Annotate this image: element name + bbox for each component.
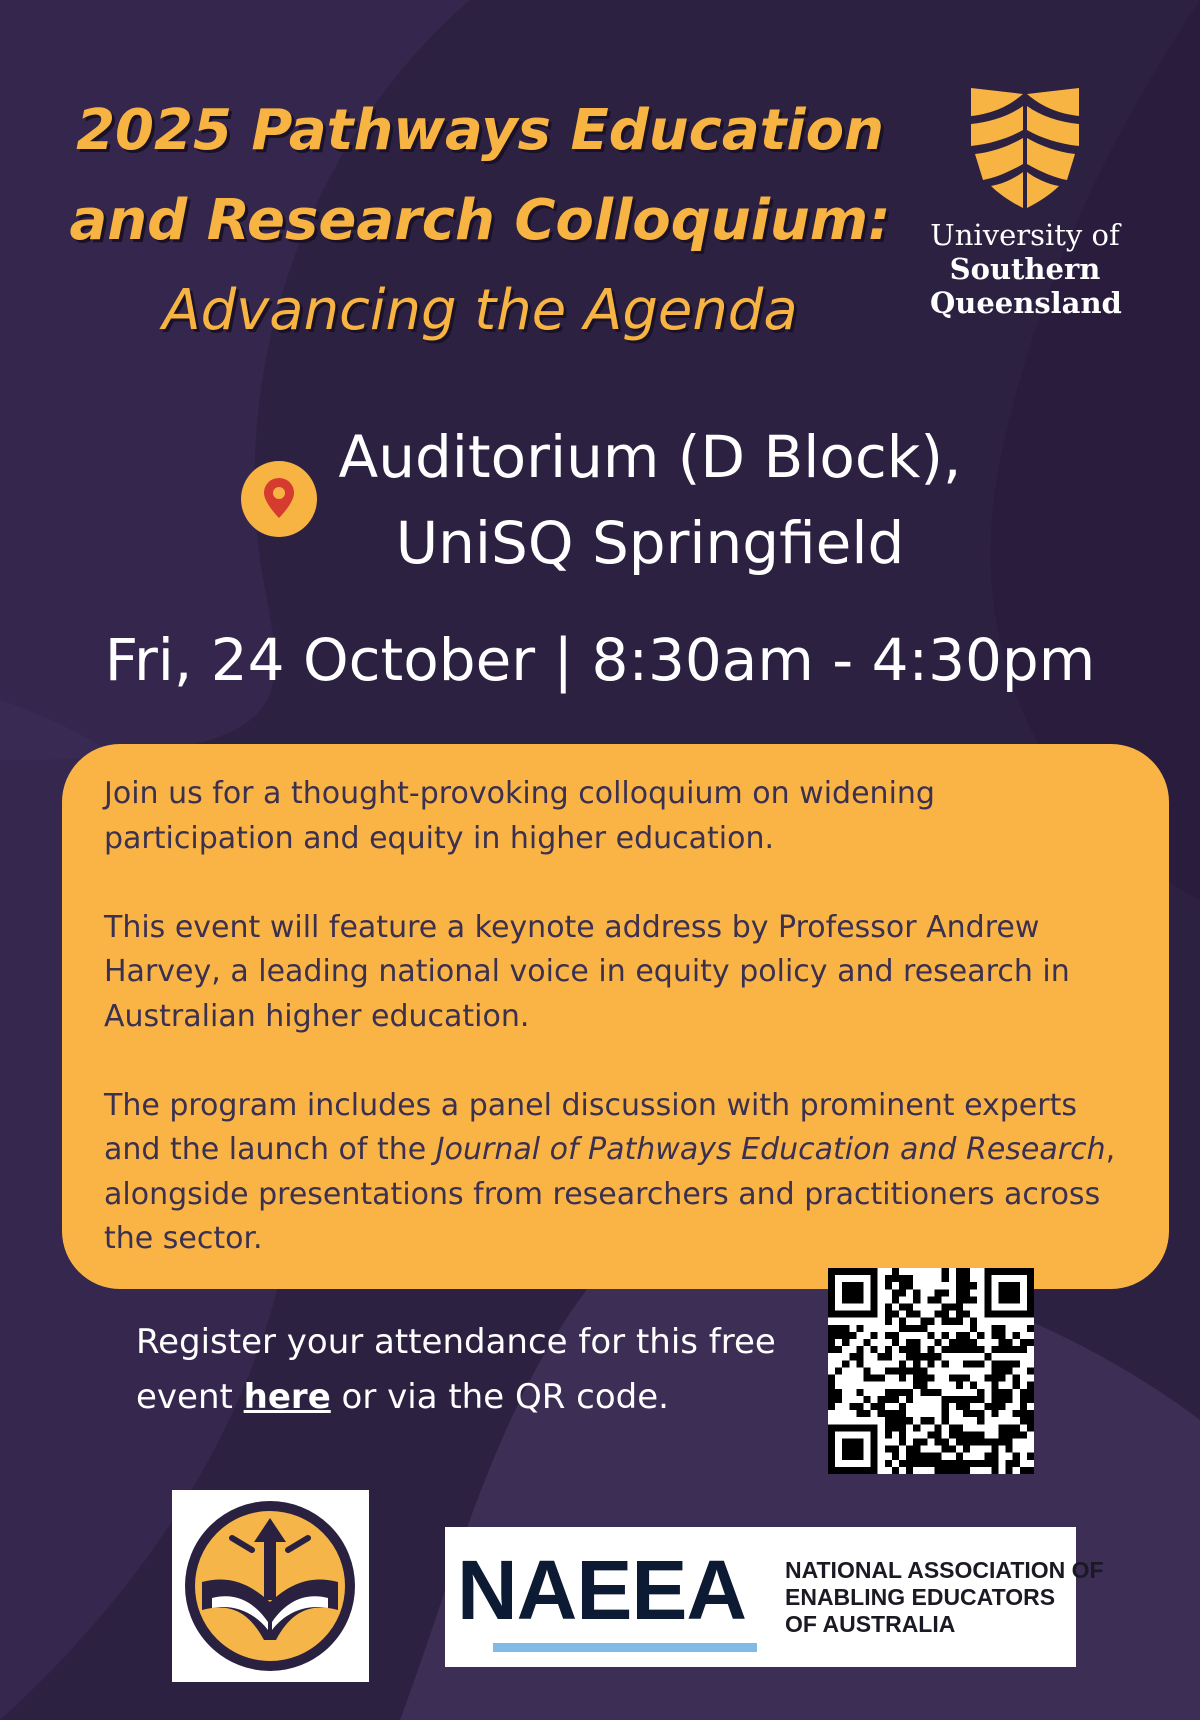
event-title — [50, 86, 910, 356]
university-name — [930, 218, 1120, 320]
journal-title: Journal of Pathways Education and Research — [435, 1132, 1106, 1167]
description-paragraph-3-end: , alongside presentations from researchers and practitioners across the sector. — [104, 1132, 1116, 1256]
registration-text — [136, 1315, 816, 1425]
venue-line-2: UniSQ Springfield — [395, 509, 905, 577]
registration-text-start: Register your attendance for this free event — [136, 1322, 776, 1417]
university-name-line-3: Queensland — [930, 286, 1122, 320]
event-title-line-2: and Research Colloquium: — [69, 188, 891, 253]
naeea-acronym: NAEEA — [457, 1543, 747, 1637]
university-crest-icon — [969, 86, 1081, 210]
location-pin-icon — [240, 460, 318, 538]
event-title-line-1: 2025 Pathways Education — [76, 98, 884, 163]
naeea-full-name — [785, 1557, 1104, 1638]
venue — [330, 414, 970, 586]
registration-qr-code[interactable] — [828, 1268, 1034, 1474]
university-logo — [930, 86, 1120, 336]
register-link[interactable]: here — [243, 1377, 331, 1417]
event-subtitle: Advancing the Agenda — [162, 278, 798, 343]
pathways-logo — [172, 1490, 369, 1682]
naeea-full-name-line-2: ENABLING EDUCATORS — [785, 1584, 1056, 1610]
event-datetime: Fri, 24 October | 8:30am - 4:30pm — [104, 626, 1096, 694]
venue-line-1: Auditorium (D Block), — [338, 423, 962, 491]
naeea-full-name-line-3: OF AUSTRALIA — [785, 1611, 956, 1637]
description-paragraph-2: This event will feature a keynote address by Professor Andrew Harvey, a leading national voice in equity policy and research in Australian higher education. — [104, 909, 1070, 1034]
description-paragraph-3-start: The program includes a panel discussion with prominent experts and the launch of the — [104, 1087, 1077, 1167]
university-name-line-2: Southern — [949, 252, 1101, 286]
description-paragraph-3 — [104, 1084, 1129, 1262]
description-paragraph-1: Join us for a thought-provoking colloquium on widening participation and equity in higher education. — [104, 776, 935, 856]
registration-text-end: or via the QR code. — [330, 1377, 669, 1417]
university-name-line-1: University of — [930, 218, 1120, 252]
event-description-box — [62, 744, 1169, 1289]
naeea-full-name-line-1: NATIONAL ASSOCIATION OF — [785, 1557, 1104, 1583]
naeea-logo — [445, 1527, 1104, 1667]
naeea-underline — [493, 1643, 757, 1652]
